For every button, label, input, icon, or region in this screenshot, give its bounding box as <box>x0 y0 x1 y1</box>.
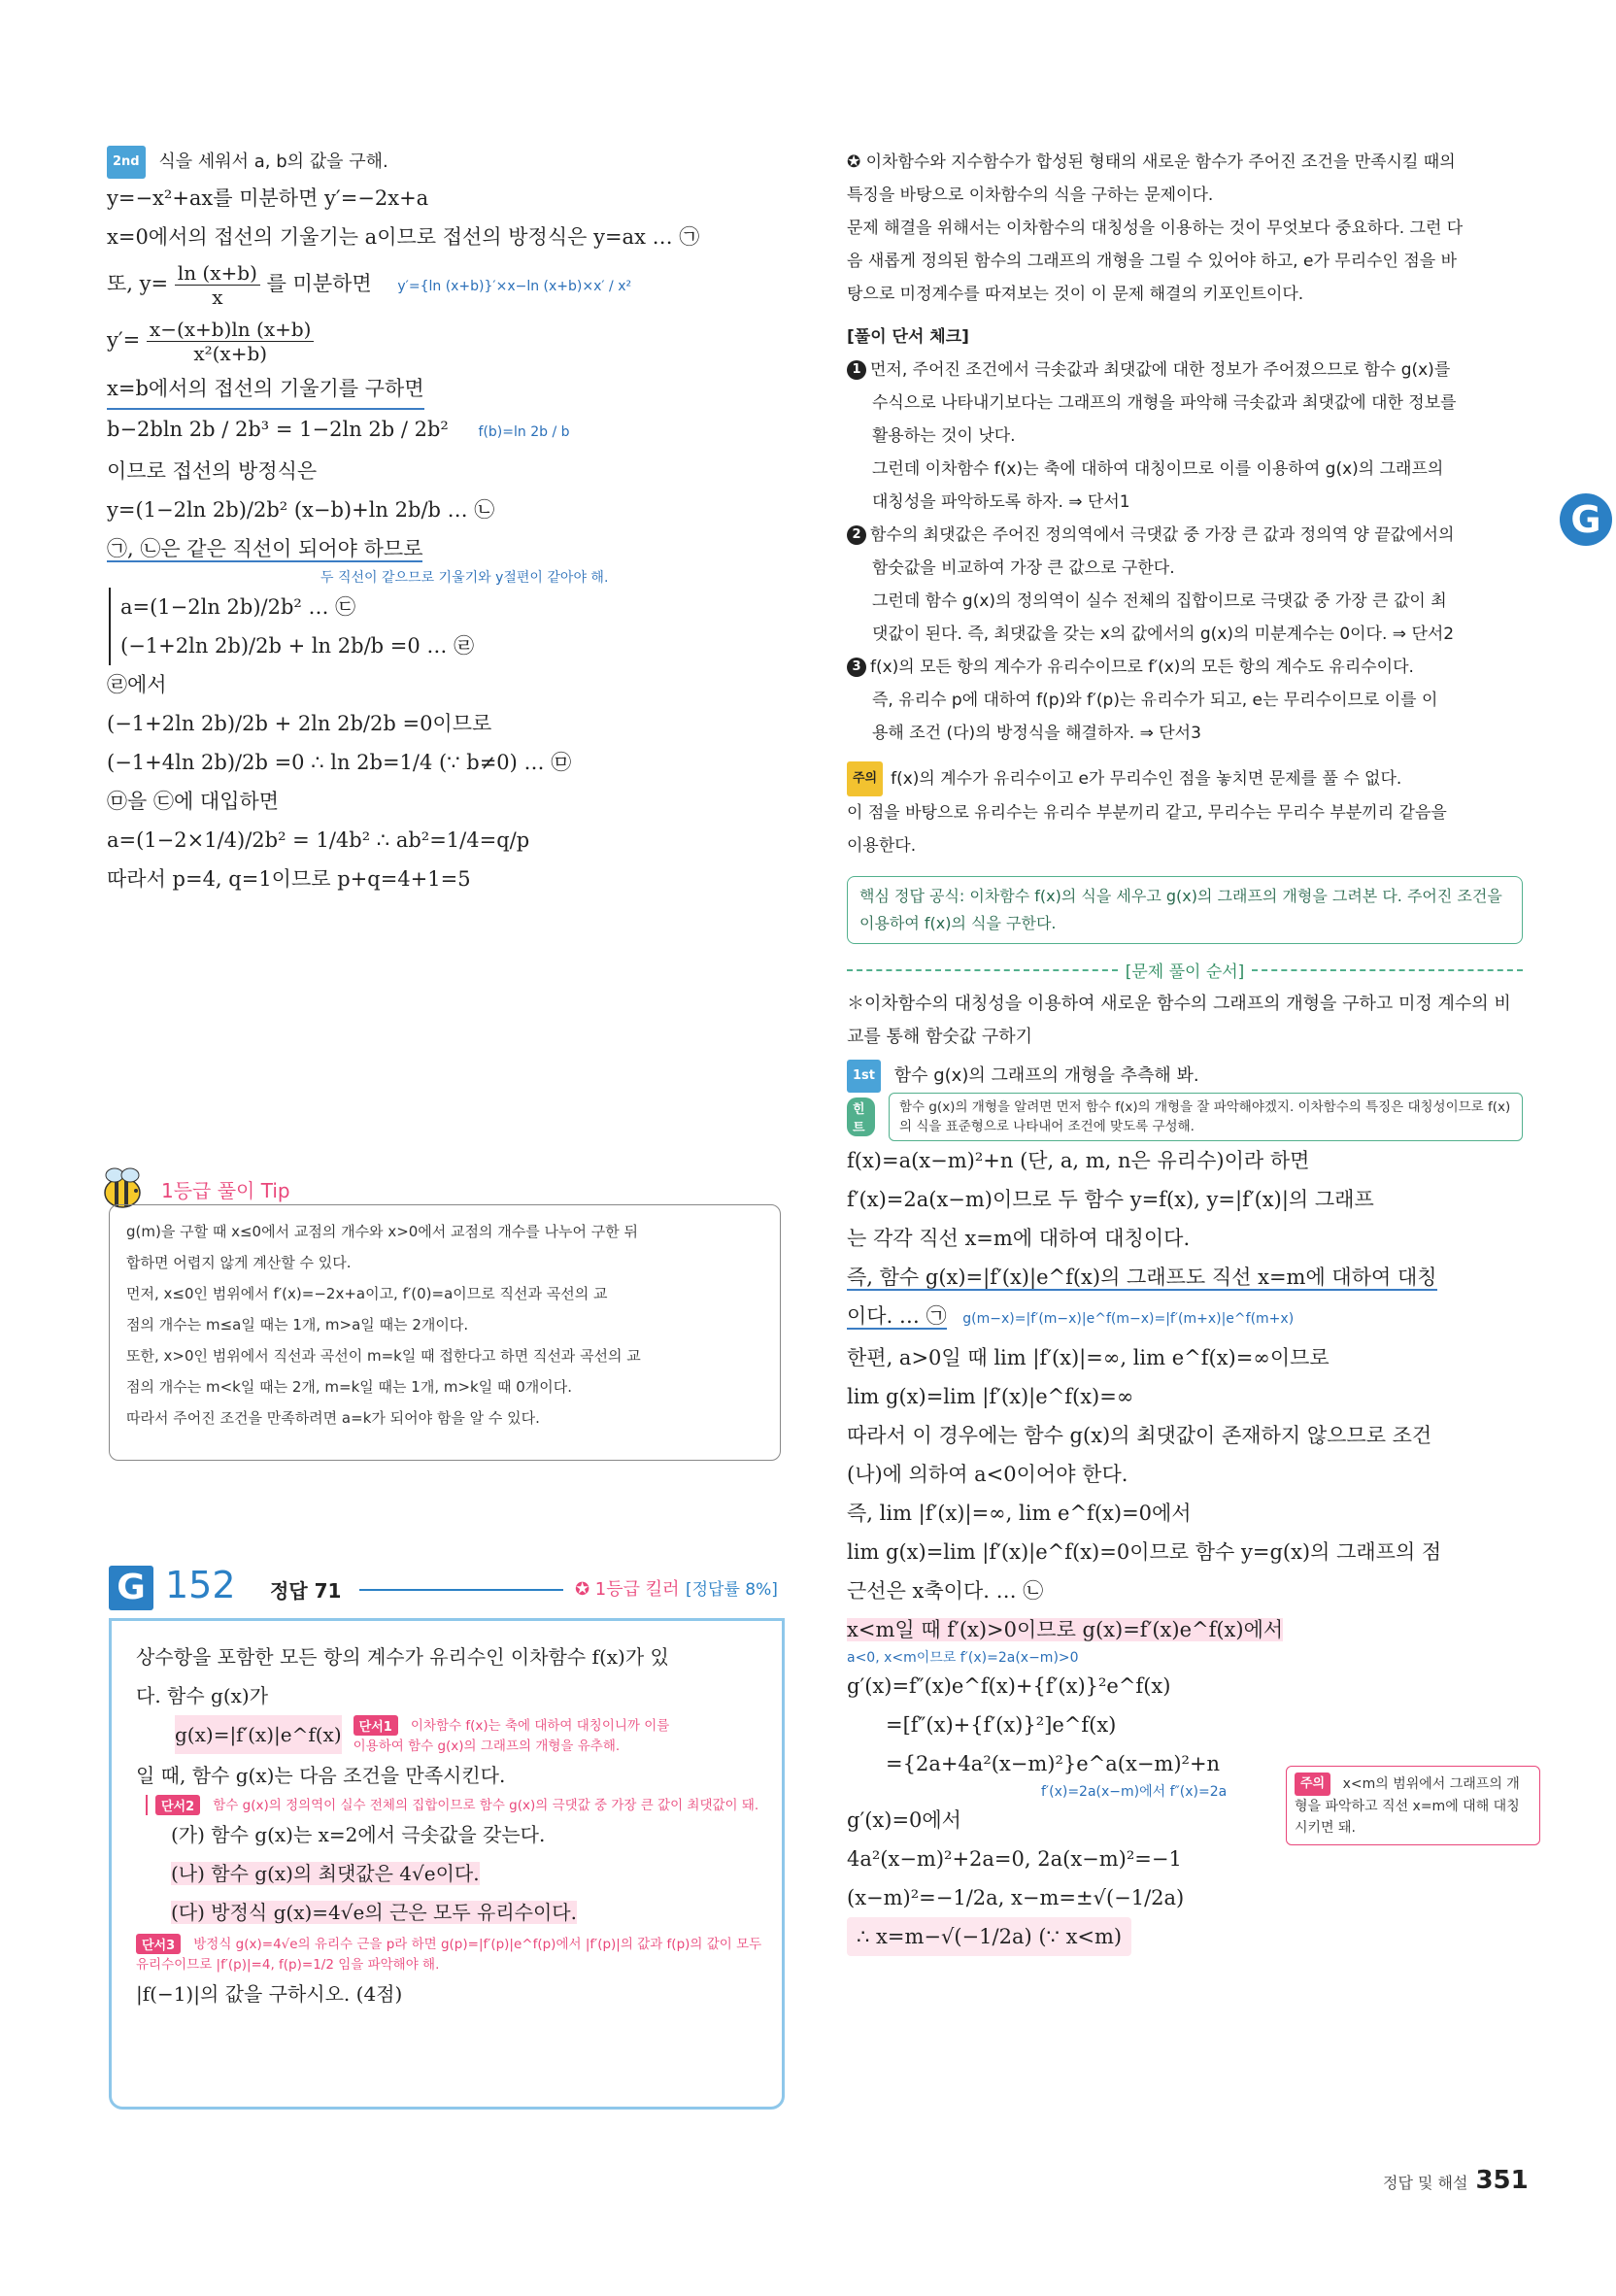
tip-line: 점의 개수는 m≤a일 때는 1개, m>a일 때는 2개이다. <box>126 1316 469 1334</box>
check-line: 먼저, 주어진 조건에서 극솟값과 최댓값에 대한 정보가 주어졌으므로 함수 g(x)를 <box>870 360 1451 380</box>
question-prompt: |f(−1)|의 값을 구하시오. (4점) <box>136 1982 403 2006</box>
system-eq-a: a=(1−2ln 2b)/2b² … ㉢ <box>109 588 787 626</box>
check-item-1 <box>847 354 1523 519</box>
eq-c: (−1+2ln 2b)/2b + 2ln 2b/2b =0이므로 <box>107 712 492 735</box>
step1-tag: 1st <box>847 1060 881 1093</box>
dash-right <box>1252 969 1523 971</box>
yprime-numerator: x−(x+b)ln (x+b) <box>147 318 315 342</box>
hint2-text: 함수 g(x)의 정의역이 실수 전체의 집합이므로 함수 g(x)의 극댓값 중 가장 큰 값이 최댓값이 돼. <box>213 1798 759 1813</box>
tip-line: 먼저, x≤0인 범위에서 f′(x)=−2x+a이고, f′(0)=a이므로 직선과 곡선의 교 <box>126 1285 608 1302</box>
hint-row <box>847 1093 1523 1141</box>
question-number: 152 <box>165 1564 236 1606</box>
check-line: 그런데 함수 g(x)의 정의역이 실수 전체의 집합이므로 극댓값 중 가장 큰 값이 최 <box>872 591 1447 611</box>
hint1 <box>354 1715 674 1756</box>
check-line: 수식으로 나타내기보다는 그래프의 개형을 파악해 극솟값과 최댓값에 대한 정보를 <box>872 393 1457 413</box>
tip-line: 따라서 주어진 조건을 만족하려면 a=k가 되어야 함을 알 수 있다. <box>126 1409 540 1427</box>
question-header <box>109 1566 779 1612</box>
solution-line: (나)에 의하여 a<0이어야 한다. <box>847 1463 1128 1486</box>
symmetry-statement: 즉, 함수 g(x)=|f′(x)|e^f(x)의 그래프도 직선 x=m에 대하여 대칭 <box>847 1266 1437 1289</box>
slope-equation <box>107 410 787 452</box>
step2-header <box>107 146 787 179</box>
check-number: 1 <box>847 360 866 380</box>
hint2 <box>146 1795 767 1815</box>
caution-tag: 주의 <box>847 761 883 796</box>
solution-line: 즉, lim |f′(x)|=∞, lim e^f(x)=0에서 <box>847 1502 1192 1525</box>
check-line: 함숫값을 비교하여 가장 큰 값으로 구한다. <box>872 558 1175 578</box>
system-eq-b: (−1+2ln 2b)/2b + ln 2b/b =0 … ㉣ <box>109 626 787 665</box>
yprime-fraction <box>147 318 315 365</box>
solution-line: lim g(x)=lim |f′(x)|e^f(x)=∞ <box>847 1385 1134 1408</box>
solution-line: 4a²(x−m)²+2a=0, 2a(x−m)²=−1 <box>847 1847 1182 1871</box>
tip-line: g(m)을 구할 때 x≤0에서 교점의 개수와 x>0에서 교점의 개수를 나누어 구한 뒤 <box>126 1223 639 1240</box>
function-suffix: 를 미분하면 <box>266 272 372 295</box>
check-line: 대칭성을 파악하도록 하자. ⇒ 단서1 <box>872 492 1130 512</box>
solution-line <box>847 1297 1523 1338</box>
hint-text: 함수 g(x)의 개형을 알려면 먼저 함수 f(x)의 개형을 잘 파악해야겠지. 이차함수의 특징은 대칭성이므로 f(x)의 식을 표준형으로 나타내어 조건에 맞도록 구성해. <box>889 1093 1523 1141</box>
question-line: 일 때, 함수 g(x)는 다음 조건을 만족시킨다. <box>136 1764 506 1787</box>
right-column <box>847 146 1523 1956</box>
question-answer: 정답 71 <box>270 1579 342 1603</box>
hint1-tag: 단서1 <box>354 1715 398 1736</box>
condition-a: (가) 함수 g(x)는 x=2에서 극솟값을 갖는다. <box>171 1823 546 1846</box>
check-line: 댓값이 된다. 즉, 최댓값을 갖는 x의 값에서의 g(x)의 미분계수는 0이다. ⇒ 단서2 <box>872 625 1455 644</box>
check-item-2 <box>847 519 1523 651</box>
solution-line: 따라서 이 경우에는 함수 g(x)의 최댓값이 존재하지 않으므로 조건 <box>847 1424 1432 1447</box>
check-line: 용해 조건 (다)의 방정식을 해결하자. ⇒ 단서3 <box>872 724 1201 743</box>
header-rule <box>359 1589 563 1591</box>
hint1-text: 이차함수 f(x)는 축에 대하여 대칭이니까 이를 이용하여 함수 g(x)의 그래프의 개형을 유추해. <box>353 1718 670 1754</box>
final-answer-line: 따라서 p=4, q=1이므로 p+q=4+1=5 <box>107 867 471 891</box>
tangent-line-1: x=0에서의 접선의 기울기는 a이므로 접선의 방정식은 y=ax … ㉠ <box>107 225 700 249</box>
from-eq4: ㉣에서 <box>107 673 167 696</box>
order-divider <box>847 958 1523 982</box>
check-item-3 <box>847 651 1523 750</box>
caution-line: f(x)의 계수가 유리수이고 e가 무리수인 점을 놓치면 문제를 풀 수 없다. <box>891 769 1402 789</box>
killer-label: ✪ 1등급 킬러 <box>575 1579 680 1600</box>
symmetry-note: g(m−x)=|f′(m−x)|e^f(m−x)=|f′(m+x)|e^f(m+x) <box>962 1311 1295 1327</box>
intro-line: 문제 해결을 위해서는 이차함수의 대칭성을 이용하는 것이 무엇보다 중요하다. 그런 다 <box>847 219 1464 238</box>
g-def-row <box>175 1715 767 1756</box>
yprime-denominator: x²(x+b) <box>193 342 268 365</box>
derivative-note: y′={ln (x+b)}′×x−ln (x+b)×x′ / x² <box>397 279 632 294</box>
fb-note: f(b)=ln 2b / b <box>478 424 570 440</box>
function-prefix: 또, y= <box>107 272 169 295</box>
derivative-line: y=−x²+ax를 미분하면 y′=−2x+a <box>107 186 429 210</box>
fraction-denominator: x <box>212 286 223 309</box>
symmetry-end: 이다. … ㉠ <box>847 1304 947 1328</box>
check-line: 그런데 이차함수 f(x)는 축에 대하여 대칭이므로 이를 이용하여 g(x)의 그래프의 <box>872 459 1444 479</box>
caution-line: 이용한다. <box>847 836 917 856</box>
solution-result: ∴ x=m−√(−1/2a) (∵ x<m) <box>847 1917 1131 1956</box>
solution-line <box>847 1258 1523 1297</box>
question-line: 상수항을 포함한 모든 항의 계수가 유리수인 이차함수 f(x)가 있 <box>136 1645 669 1669</box>
solution-line: 한편, a>0일 때 lim |f′(x)|=∞, lim e^f(x)=∞이므로 <box>847 1346 1330 1369</box>
check-line: 활용하는 것이 낫다. <box>872 426 1016 446</box>
same-line-text: ㉠, ㉡은 같은 직선이 되어야 하므로 <box>107 537 423 560</box>
hint2-tag: 단서2 <box>155 1795 200 1815</box>
question-line: 다. 함수 g(x)가 <box>136 1684 269 1707</box>
caution-line: 이 점을 바탕으로 유리수는 유리수 부분끼리 같고, 무리수는 무리수 부분끼리 같음을 <box>847 803 1447 823</box>
check-title: [풀이 단서 체크] <box>847 327 969 347</box>
negative-note: a<0, x<m이므로 f′(x)=2a(x−m)>0 <box>847 1650 1079 1666</box>
footer-label: 정답 및 해설 <box>1383 2174 1468 2192</box>
page-footer <box>1383 2166 1529 2195</box>
tip-line: 또한, x>0인 범위에서 직선과 곡선이 m=k일 때 접한다고 하면 직선과 곡선의 교 <box>126 1347 641 1365</box>
condition-b <box>171 1854 767 1893</box>
condition-c-text: (다) 방정식 g(x)=4√e의 근은 모두 유리수이다. <box>171 1901 577 1924</box>
caution-block <box>847 761 1523 862</box>
check-line: f(x)의 모든 항의 계수가 유리수이므로 f′(x)의 모든 항의 계수도 유리수이다. <box>870 658 1414 677</box>
substitute-line: ㉤을 ㉢에 대입하면 <box>107 790 280 813</box>
tangent-equation: y=(1−2ln 2b)/2b² (x−b)+ln 2b/b … ㉡ <box>107 498 495 522</box>
eq-d: (−1+4ln 2b)/2b =0 ∴ ln 2b=1/4 (∵ b≠0) … ㉤ <box>107 751 572 774</box>
left-column <box>107 146 787 898</box>
solution-line: ={2a+4a²(x−m)²}e^a(x−m)²+n <box>886 1752 1221 1775</box>
eq-e: a=(1−2×1/4)/2b² = 1/4b² ∴ ab²=1/4=q/p <box>107 828 530 852</box>
second-derivative-note: f′(x)=2a(x−m)에서 f″(x)=2a <box>1041 1784 1228 1800</box>
fraction-numerator: ln (x+b) <box>175 261 260 286</box>
solution-line: lim g(x)=lim |f′(x)|e^f(x)=0이므로 함수 y=g(x)의 그래프의 점 <box>847 1540 1442 1564</box>
intro-line: 특징을 바탕으로 이차함수의 식을 구하는 문제이다. <box>847 186 1214 205</box>
step1-title: 함수 g(x)의 그래프의 개형을 추측해 봐. <box>893 1065 1199 1086</box>
step2-title: 식을 세워서 a, b의 값을 구해. <box>158 152 388 172</box>
condition-b-text: (나) 함수 g(x)의 최댓값은 4√e이다. <box>171 1862 480 1885</box>
solution-line: f′(x)=2a(x−m)이므로 두 함수 y=f(x), y=|f′(x)|의 그래프 <box>847 1188 1374 1211</box>
slope-equation-text: b−2bln 2b / 2b³ = 1−2ln 2b / 2b² <box>107 418 449 441</box>
chapter-badge: G <box>1560 493 1612 546</box>
function-fraction <box>175 261 260 309</box>
correct-rate: [정답률 8%] <box>686 1580 778 1600</box>
warning-callout <box>1286 1766 1540 1845</box>
tangent-intro: 이므로 접선의 방정식은 <box>107 459 318 483</box>
intro-line: 음 새롭게 정의된 함수의 그래프의 개형을 그릴 수 있어야 하고, e가 무리수인 점을 바 <box>847 252 1458 271</box>
check-number: 2 <box>847 525 866 545</box>
solution-line: g′(x)=f″(x)e^f(x)+{f′(x)}²e^f(x) <box>847 1674 1171 1698</box>
solution-line <box>847 1610 1523 1649</box>
check-line: 함수의 최댓값은 주어진 정의역에서 극댓값 중 가장 큰 값과 정의역 양 끝값에서의 <box>870 525 1455 545</box>
yprime-line <box>107 311 787 369</box>
question-badge: G <box>109 1566 153 1610</box>
solution-line: (x−m)²=−1/2a, x−m=±√(−1/2a) <box>847 1886 1185 1909</box>
g-definition: g(x)=|f′(x)|e^f(x) <box>175 1715 342 1754</box>
tip-title: 1등급 풀이 Tip <box>155 1175 296 1203</box>
derivative-case: x<m일 때 f′(x)>0이므로 g(x)=f′(x)e^f(x)에서 <box>847 1618 1284 1641</box>
slope-at-b-line: x=b에서의 접선의 기울기를 구하면 <box>107 369 424 410</box>
key-formula: 핵심 정답 공식: 이차함수 f(x)의 식을 세우고 g(x)의 그래프의 개형을 그려본 다. 주어진 조건을 이용하여 f(x)의 식을 구한다. <box>847 876 1523 944</box>
solution-line: g′(x)=0에서 <box>847 1808 961 1832</box>
order-item: ＊이차함수의 대칭성을 이용하여 새로운 함수의 그래프의 개형을 구하고 미정 계수의 비교를 통해 함숫값 구하기 <box>847 994 1511 1047</box>
same-line-note: 두 직선이 같으므로 기울기와 y절편이 같아야 해. <box>320 570 609 586</box>
tip-body <box>126 1216 767 1434</box>
check-number: 3 <box>847 658 866 677</box>
yprime-label: y′= <box>107 328 141 352</box>
question-body <box>136 1638 767 2013</box>
warning-tag: 주의 <box>1295 1773 1330 1796</box>
solution-line: 근선은 x축이다. … ㉡ <box>847 1579 1044 1603</box>
solution-line: =[f″(x)+{f′(x)}²]e^f(x) <box>886 1713 1117 1737</box>
condition-c <box>171 1893 767 1932</box>
order-title: [문제 풀이 순서] <box>1125 962 1245 982</box>
hint3 <box>136 1934 767 1975</box>
step2-tag: 2nd <box>107 146 146 179</box>
hint3-text: 방정식 g(x)=4√e의 유리수 근을 p라 하면 g(p)=|f′(p)|e^f(p)에서 |f′(p)|의 값과 f(p)의 값이 모두 유리수이므로 |f′(p)|=4, f(p)=1/2 임을 파악해야 해. <box>136 1937 762 1973</box>
check-line: 즉, 유리수 p에 대하여 f(p)와 f′(p)는 유리수가 되고, e는 무리수이므로 이를 이 <box>872 691 1438 710</box>
intro-line: ✪ 이차함수와 지수함수가 합성된 형태의 새로운 함수가 주어진 조건을 만족시킬 때의 <box>847 152 1456 172</box>
tip-line: 합하면 어렵지 않게 계산할 수 있다. <box>126 1254 352 1271</box>
intro-line: 탕으로 미정계수를 따져보는 것이 이 문제 해결의 키포인트이다. <box>847 285 1304 304</box>
hint3-tag: 단서3 <box>136 1934 181 1954</box>
tip-line: 점의 개수는 m<k일 때는 2개, m=k일 때는 1개, m>k일 때 0개이다. <box>126 1378 573 1396</box>
solution-line: 는 각각 직선 x=m에 대하여 대칭이다. <box>847 1227 1191 1250</box>
solution-line: f(x)=a(x−m)²+n (단, a, m, n은 유리수)이라 하면 <box>847 1149 1310 1172</box>
hint-tag: 힌트 <box>847 1097 875 1136</box>
step1-header <box>847 1060 1523 1093</box>
warning-text: x<m의 범위에서 그래프의 개형을 파악하고 직선 x=m에 대해 대칭시키면 돼. <box>1295 1776 1520 1836</box>
page-number: 351 <box>1475 2166 1529 2195</box>
dash-left <box>847 969 1118 971</box>
function-def-line <box>107 256 787 311</box>
same-line-statement <box>107 529 787 568</box>
